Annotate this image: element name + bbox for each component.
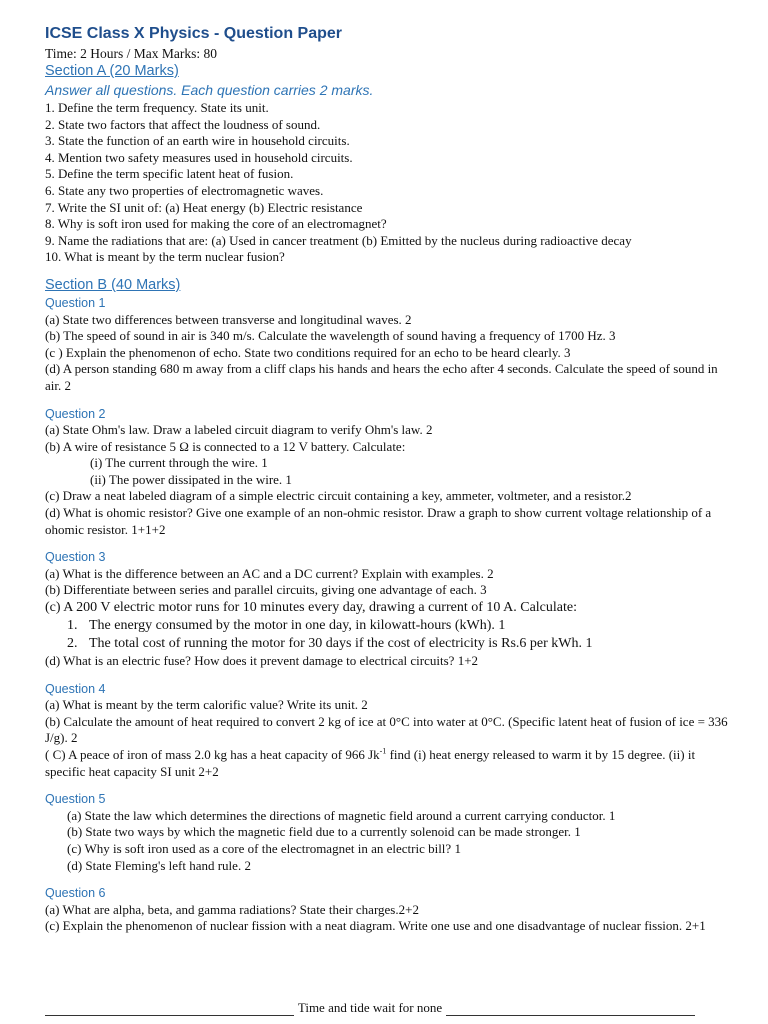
question-part: (b) A wire of resistance 5 Ω is connected to a 12 V battery. Calculate: (45, 438, 406, 454)
question-part: (d) State Fleming's left hand rule. 2 (67, 857, 251, 873)
question-item: 4. Mention two safety measures used in household circuits. (45, 149, 353, 165)
question-part (45, 747, 735, 780)
section-a-questions (45, 100, 735, 266)
part-text: ( C) A peace of iron of mass 2.0 kg has a heat capacity of 966 Jk (45, 747, 380, 762)
question-part: (a) State two differences between transverse and longitudinal waves. 2 (45, 311, 412, 327)
question-subpart: (i) The current through the wire. 1 (90, 455, 268, 471)
question-part: (d) What is an electric fuse? How does it prevent damage to electrical circuits? 1+2 (45, 653, 479, 669)
question-part: (a) What is the difference between an AC and a DC current? Explain with examples. 2 (45, 565, 494, 581)
question-subpart (45, 635, 735, 653)
question-item: 6. State any two properties of electromagnetic waves. (45, 182, 324, 198)
question-2-heading: Question 2 (45, 406, 106, 421)
question-part: (c) A 200 V electric motor runs for 10 minutes every day, drawing a current of 10 A. Calculate: (45, 600, 577, 616)
question-6-heading: Question 6 (45, 886, 106, 901)
question-paper (45, 23, 735, 935)
question-4-heading: Question 4 (45, 681, 106, 696)
question-part: (b) The speed of sound in air is 340 m/s. Calculate the wavelength of sound having a frequency of 1700 Hz. 3 (45, 328, 616, 344)
question-item: 3. State the function of an earth wire in household circuits. (45, 133, 350, 149)
question-part: (b) Differentiate between series and parallel circuits, giving one advantage of each. 3 (45, 582, 487, 598)
question-item: 10. What is meant by the term nuclear fusion? (45, 249, 285, 265)
question-item: 1. Define the term frequency. State its unit. (45, 100, 269, 115)
question-3-heading: Question 3 (45, 550, 106, 565)
paper-meta: Time: 2 Hours / Max Marks: 80 (45, 46, 218, 61)
question-item: 5. Define the term specific latent heat of fusion. (45, 166, 294, 182)
question-item: 8. Why is soft iron used for making the core of an electromagnet? (45, 216, 387, 232)
question-part: (b) Calculate the amount of heat required to convert 2 kg of ice at 0°C into water at 0°C. (Specific latent heat of fusion of ice = 336 J/g). 2 (45, 713, 728, 746)
question-part: (c) Why is soft iron used as a core of the electromagnet in an electric bill? 1 (67, 840, 461, 856)
page-footer (45, 1000, 695, 1016)
question-part: (c) Explain the phenomenon of nuclear fission with a neat diagram. Write one use and one disadvantage of nuclear fission. 2+1 (45, 918, 706, 934)
question-part: (a) What is meant by the term calorific value? Write its unit. 2 (45, 697, 368, 713)
list-text: The total cost of running the motor for 30 days if the cost of electricity is Rs.6 per kWh. 1 (89, 636, 593, 652)
question-part: (d) A person standing 680 m away from a cliff claps his hands and hears the echo after 4 seconds. Calculate the speed of sound in air. 2 (45, 361, 718, 393)
list-number: 2. (67, 636, 78, 652)
question-part: (a) State the law which determines the directions of magnetic field around a current carrying conductor. 1 (67, 807, 616, 823)
question-part: (c ) Explain the phenomenon of echo. State two conditions required for an echo to be heard clearly. 3 (45, 344, 571, 360)
question-item: 9. Name the radiations that are: (a) Used in cancer treatment (b) Emitted by the nucleus during radioactive decay (45, 232, 632, 248)
footer-rule-right (446, 1002, 695, 1016)
question-part: (a) What are alpha, beta, and gamma radiations? State their charges.2+2 (45, 901, 419, 917)
question-part: (d) What is ohomic resistor? Give one example of an non-ohmic resistor. Draw a graph to show current voltage relationship of a ohomic resistor. 1+1+2 (45, 505, 712, 537)
question-subpart: (ii) The power dissipated in the wire. 1 (90, 471, 292, 487)
footer-motto: Time and tide wait for none (297, 1000, 443, 1015)
paper-title: ICSE Class X Physics - Question Paper (45, 25, 342, 42)
question-item: 2. State two factors that affect the loudness of sound. (45, 116, 321, 132)
question-part: (c) Draw a neat labeled diagram of a simple electric circuit containing a key, ammeter, voltmeter, and a resistor.2 (45, 488, 632, 504)
question-subpart (45, 617, 735, 635)
question-item: 7. Write the SI unit of: (a) Heat energy (b) Electric resistance (45, 199, 363, 215)
question-part: (b) State two ways by which the magnetic field due to a currently solenoid can be made stronger. 1 (67, 824, 581, 840)
question-5-heading: Question 5 (45, 792, 106, 807)
section-a-instruction: Answer all questions. Each question carries 2 marks. (45, 82, 374, 98)
part-text: find (i) heat energy released to warm it by 15 degree. (ii) it specific heat capacity SI unit 2+2 (45, 747, 696, 779)
question-1-heading: Question 1 (45, 295, 106, 310)
section-b-heading: Section B (40 Marks) (45, 276, 181, 293)
footer-rule-left (45, 1002, 294, 1016)
section-a-heading: Section A (20 Marks) (45, 63, 179, 79)
list-number: 1. (67, 618, 78, 634)
superscript: -1 (379, 746, 387, 756)
list-text: The energy consumed by the motor in one day, in kilowatt-hours (kWh). 1 (89, 618, 506, 634)
question-part: (a) State Ohm's law. Draw a labeled circuit diagram to verify Ohm's law. 2 (45, 422, 433, 438)
